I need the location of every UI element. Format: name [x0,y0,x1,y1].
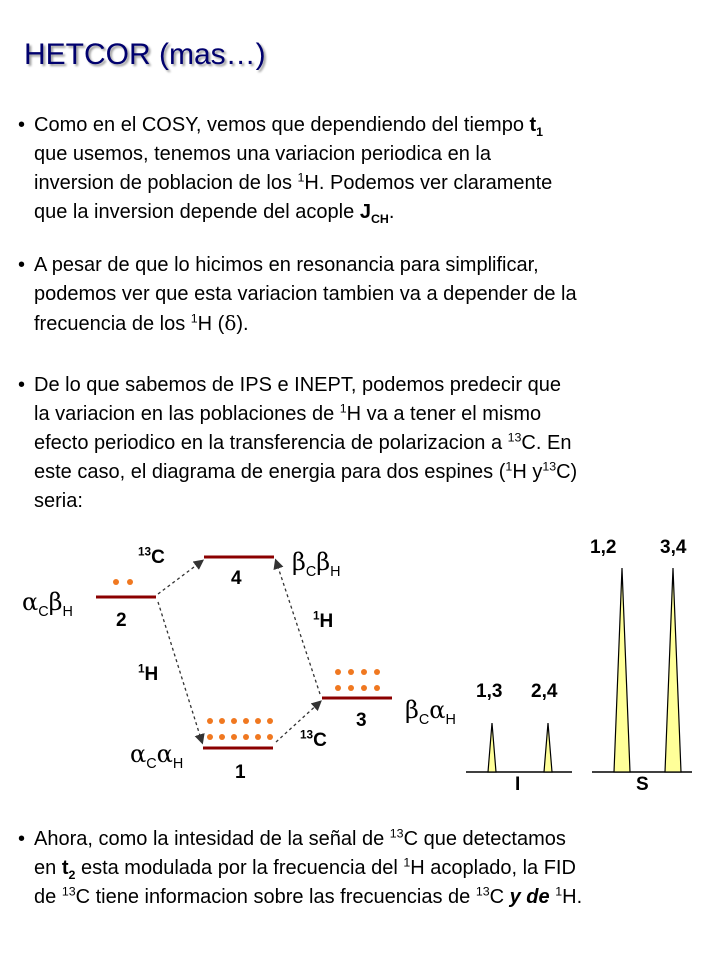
level-2-number: 2 [116,610,127,631]
population-dot [243,718,249,724]
bullet-line: este caso, el diagrama de energia para dos espines ($^1$H $y^{13}C$) [34,459,578,483]
population-dot [219,734,225,740]
population-dot [231,718,237,724]
bullet-line: Ahora, como la intesidad de la señal de $^{13}$C que detectamos [34,826,566,850]
spectrum-peak-3-4 [665,568,681,772]
bullet-dot: • [18,828,26,850]
population-dot [255,734,261,740]
population-dot [374,685,380,691]
population-dot [127,579,133,585]
spectrum-peak-2-4-label: 2,4 [531,681,558,702]
level-3-state-label: $\beta_C\alpha_H$ [405,696,456,728]
population-dot [361,669,367,675]
spectrum-S-label: S [636,774,649,795]
level-4-number: 4 [231,568,242,589]
page-title: HETCOR (mas…) [24,38,266,71]
diagram-svg [0,520,720,810]
population-dot [207,718,213,724]
bullet-line: De lo que sabemos de IPS e INEPT, podemos predecir que [34,374,561,396]
population-dot [267,734,273,740]
level-3-number: 3 [356,710,367,731]
population-dot [374,669,380,675]
spectrum-peak-1-3-label: 1,3 [476,681,503,702]
spectrum-peak-2-4 [544,723,552,772]
bullet-line: Como en el COSY, vemos que dependiendo del tiempo $t_1$ [34,114,544,139]
bullet-line: efecto periodico en la transferencia de polarizacion a $^{13}$C. En [34,430,572,454]
population-dot [231,734,237,740]
bullet-line: A pesar de que lo hicimos en resonancia para simplificar, [34,254,539,276]
level-1-state-label: $\alpha_C\alpha_H$ [130,740,184,772]
level-4-state-label: $\beta_C\beta_H$ [292,548,341,580]
spectrum-peak-1-3 [488,723,496,772]
bullet-line: en $t_2$ esta modulada por la frecuencia del $^1$H acoplado, la FID [34,855,576,882]
spectrum-I-label: I [515,774,521,795]
bullet-line: de $^{13}$C tiene informacion sobre las frecuencias de $^{13}$C y de $^1$H. [34,884,583,908]
bullet-dot: • [18,374,26,396]
bullet-fid-modulation [18,825,708,912]
bullet-line: la variacion en las poblaciones de $^1$H va a tener el mismo [34,401,542,425]
bullet-dot: • [18,254,26,276]
spectrum-peak-3-4-label: 3,4 [660,537,687,558]
bullet-line: frecuencia de los $^1$H (δ). [34,311,249,335]
population-dot [361,685,367,691]
transition-3-4-label: $^1$H [313,609,334,632]
spectrum-peak-1-2 [614,568,630,772]
population-dot [267,718,273,724]
spectrum-peak-1-2-label: 1,2 [590,537,617,558]
bullet-ips-inept [18,371,708,516]
population-dot [348,685,354,691]
level-1-population-dots [207,718,273,740]
level-3-population-dots [335,669,380,691]
level-2-population-dots [113,579,133,585]
population-dot [243,734,249,740]
transition-1-2-label: $^1$H [138,662,159,685]
bullet-dot: • [18,114,26,136]
population-dot [255,718,261,724]
transition-1-3-label: $^{13}$C [300,728,327,751]
bullet-resonance-frequency [18,251,708,339]
population-dot [348,669,354,675]
transition-1-2-arrow [158,602,202,742]
energy-diagram-and-spectrum [0,520,720,810]
level-2-state-label: $\alpha_C\beta_H$ [22,588,73,620]
bullet-line: podemos ver que esta variacion tambien va a depender de la [34,283,577,305]
transition-2-4-label: $^{13}$C [138,545,165,568]
population-dot [207,734,213,740]
bullet-line: que la inversion depende del acople $J_{CH}$. [34,201,395,226]
population-dot [335,669,341,675]
bullet-cosy-periodic [18,111,708,227]
bullet-line: inversion de poblacion de los $^1$H. Podemos ver claramente [34,170,553,194]
bullet-line: seria: [34,490,83,512]
level-1-number: 1 [235,762,246,783]
population-dot [335,685,341,691]
bullet-line: que usemos, tenemos una variacion periodica en la [34,143,491,165]
population-dot [113,579,119,585]
population-dot [219,718,225,724]
